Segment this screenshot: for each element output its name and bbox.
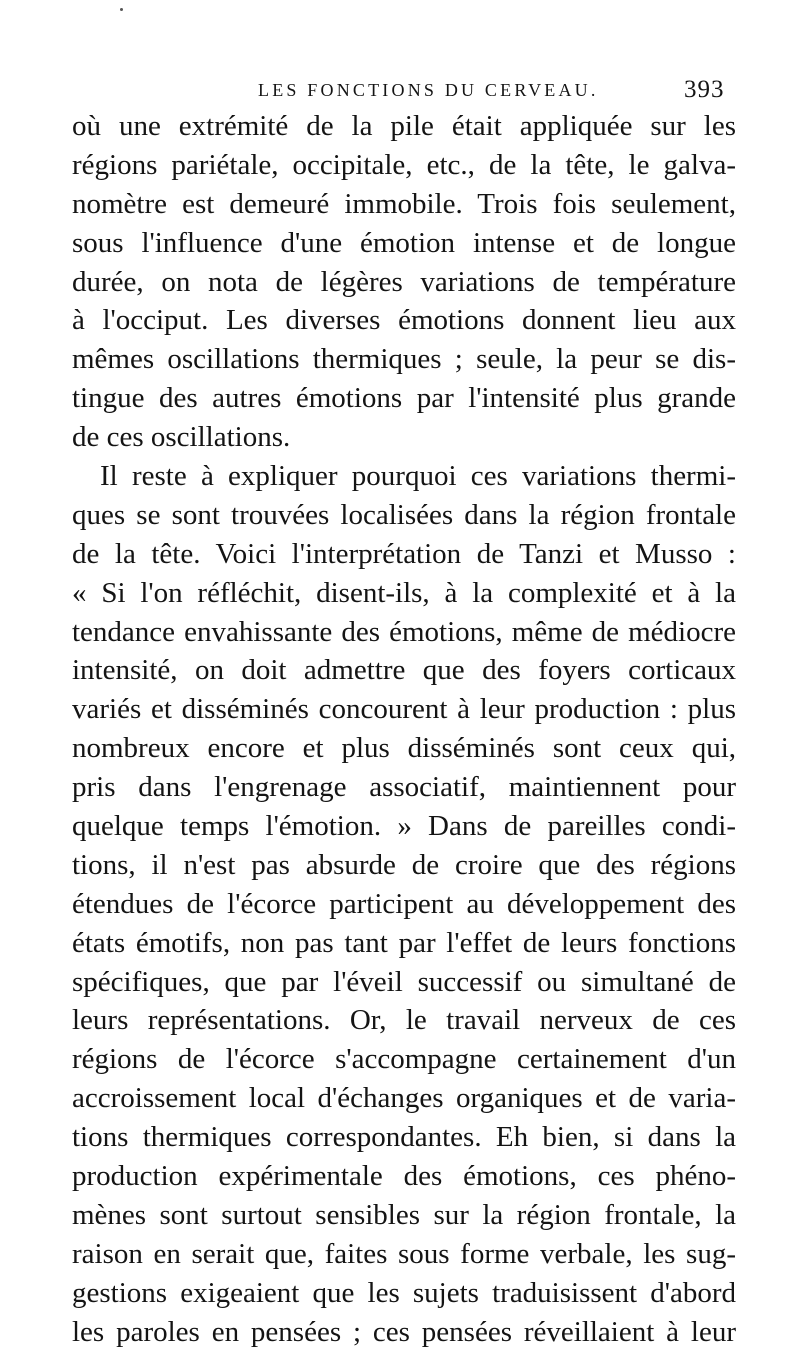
text-line: états émotifs, non pas tant par l'effet de leurs fonctions — [72, 926, 736, 959]
text-line: ques se sont trouvées localisées dans la région frontale — [72, 498, 736, 531]
text-line: régions pariétale, occipitale, etc., de la tête, le galva- — [72, 148, 736, 181]
text-line: pris dans l'engrenage associatif, maintiennent pour — [72, 771, 736, 804]
text-line: nombreux encore et plus disséminés sont ceux qui, — [72, 732, 736, 765]
text-line: nomètre est demeuré immobile. Trois fois seulement, — [72, 187, 736, 220]
text-line: étendues de l'écorce participent au développement des — [72, 887, 736, 920]
text-line: leurs représentations. Or, le travail nerveux de ces — [72, 1004, 736, 1037]
ink-speck — [120, 8, 123, 11]
text-line: à l'occiput. Les diverses émotions donnent lieu aux — [72, 304, 736, 337]
page-number: 393 — [684, 76, 725, 103]
text-line: régions de l'écorce s'accompagne certainement d'un — [72, 1043, 736, 1076]
text-line: tendance envahissante des émotions, même de médiocre — [72, 615, 736, 648]
text-line: intensité, on doit admettre que des foyers corticaux — [72, 654, 736, 687]
text-line: production expérimentale des émotions, ces phéno- — [72, 1160, 736, 1193]
running-header — [0, 76, 800, 106]
running-title: LES FONCTIONS DU CERVEAU. — [258, 80, 599, 100]
text-line: gestions exigeaient que les sujets traduisissent d'abord — [72, 1276, 736, 1309]
text-line: durée, on nota de légères variations de température — [72, 265, 736, 298]
text-line: Il reste à expliquer pourquoi ces variations thermi- — [100, 460, 736, 493]
text-line: variés et disséminés concourent à leur production : plus — [72, 693, 736, 726]
text-line: de ces oscillations. — [72, 421, 291, 454]
text-line: spécifiques, que par l'éveil successif ou simultané de — [72, 965, 736, 998]
text-line: tions, il n'est pas absurde de croire que des régions — [72, 848, 736, 881]
text-line: mêmes oscillations thermiques ; seule, la peur se dis- — [72, 343, 736, 376]
text-line: tingue des autres émotions par l'intensité plus grande — [72, 382, 736, 415]
text-line: quelque temps l'émotion. » Dans de pareilles condi- — [72, 810, 736, 843]
text-line: mènes sont surtout sensibles sur la région frontale, la — [72, 1198, 736, 1231]
body-text — [72, 107, 736, 1352]
text-line: sous l'influence d'une émotion intense et de longue — [72, 226, 736, 259]
text-line: de la tête. Voici l'interprétation de Tanzi et Musso : — [72, 537, 736, 570]
text-line: où une extrémité de la pile était appliquée sur les — [72, 110, 736, 142]
text-line: « Si l'on réfléchit, disent-ils, à la complexité et à la — [72, 576, 736, 609]
text-line: tions thermiques correspondantes. Eh bien, si dans la — [72, 1121, 736, 1154]
text-line: accroissement local d'échanges organiques et de varia- — [72, 1082, 736, 1115]
paragraph-1 — [72, 107, 736, 457]
paragraph-2 — [72, 457, 736, 1351]
text-line: raison en serait que, faites sous forme verbale, les sug- — [72, 1237, 736, 1270]
text-line: les paroles en pensées ; ces pensées réveillaient à leur — [72, 1315, 736, 1348]
